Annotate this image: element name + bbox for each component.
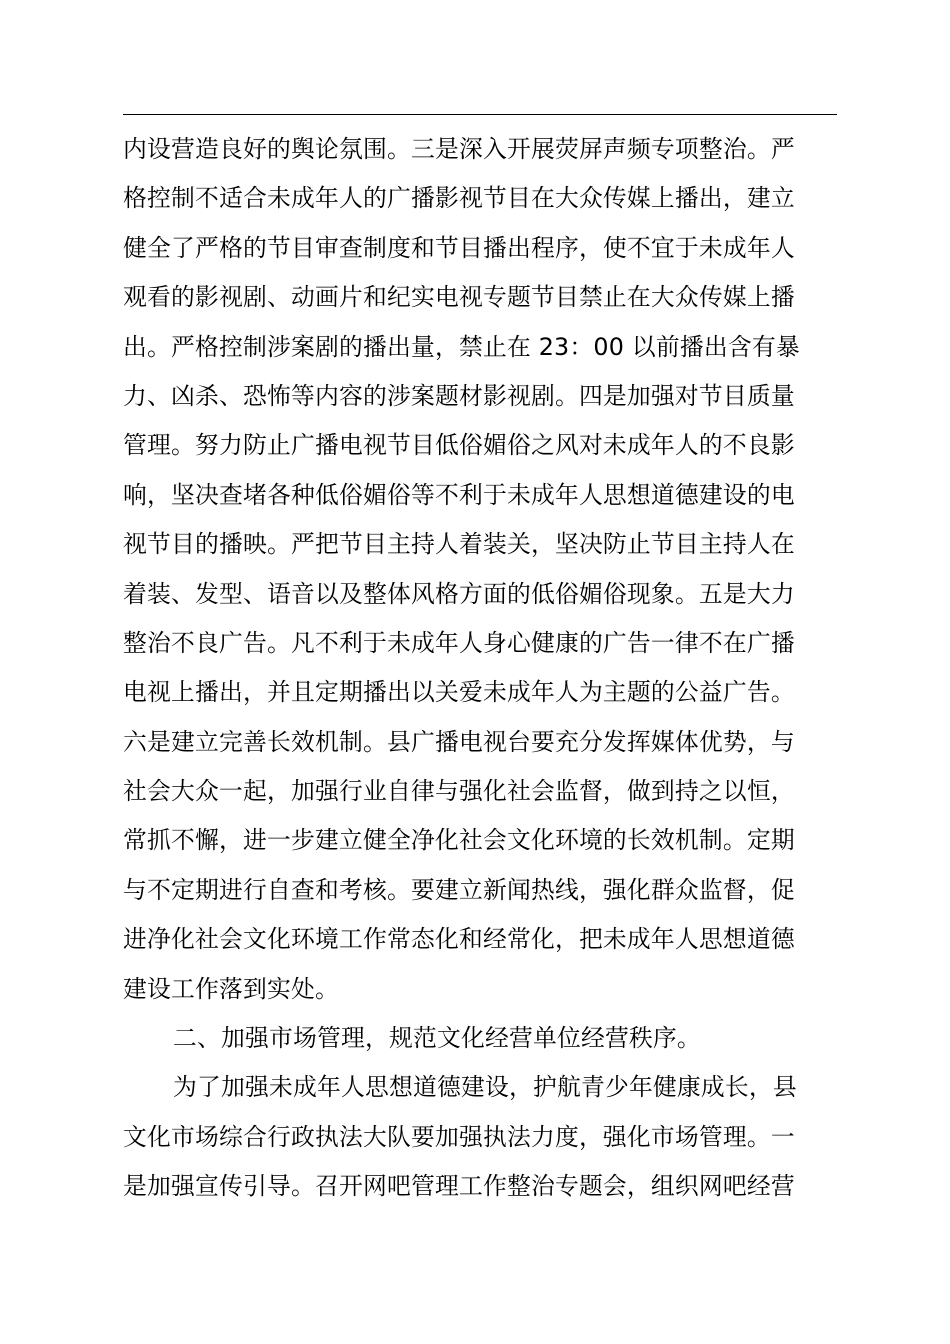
text-line: 文化市场综合行政执法大队要加强执法力度，强化市场管理。一 xyxy=(123,1122,795,1151)
text-line: 健全了严格的节目审查制度和节目播出程序，使不宜于未成年人 xyxy=(123,233,795,262)
text-line: 常抓不懈，进一步建立健全净化社会文化环境的长效机制。定期 xyxy=(123,826,795,855)
text-line: 是加强宣传引导。召开网吧管理工作整治专题会，组织网吧经营 xyxy=(123,1172,795,1201)
text-line: 整治不良广告。凡不利于未成年人身心健康的广告一律不在广播 xyxy=(123,628,795,657)
section-heading: 二、加强市场管理，规范文化经营单位经营秩序。 xyxy=(173,1024,701,1053)
text-line: 出。严格控制涉案剧的播出量，禁止在 23：00 以前播出含有暴 xyxy=(123,332,800,361)
text-line: 管理。努力防止广播电视节目低俗媚俗之风对未成年人的不良影 xyxy=(123,431,795,460)
text-line: 响，坚决查堵各种低俗媚俗等不利于未成年人思想道德建设的电 xyxy=(123,480,795,509)
text-line: 观看的影视剧、动画片和纪实电视专题节目禁止在大众传媒上播 xyxy=(123,283,795,312)
text-line: 电视上播出，并且定期播出以关爱未成年人为主题的公益广告。 xyxy=(123,678,795,707)
text-line: 六是建立完善长效机制。县广播电视台要充分发挥媒体优势，与 xyxy=(123,727,795,756)
document-body xyxy=(123,125,839,1212)
text-line: 与不定期进行自查和考核。要建立新闻热线，强化群众监督，促 xyxy=(123,875,795,904)
text-line: 进净化社会文化环境工作常态化和经常化，把未成年人思想道德 xyxy=(123,925,795,954)
paragraph-first-line: 为了加强未成年人思想道德建设，护航青少年健康成长，县 xyxy=(173,1073,797,1102)
text-line: 着装、发型、语音以及整体风格方面的低俗媚俗现象。五是大力 xyxy=(123,579,795,608)
text-line: 力、凶杀、恐怖等内容的涉案题材影视剧。四是加强对节目质量 xyxy=(123,381,795,410)
text-line: 视节目的播映。严把节目主持人着装关，坚决防止节目主持人在 xyxy=(123,530,795,559)
header-rule xyxy=(123,114,837,115)
text-line: 建设工作落到实处。 xyxy=(123,974,339,1003)
text-line: 社会大众一起，加强行业自律与强化社会监督，做到持之以恒， xyxy=(123,777,795,806)
text-line: 内设营造良好的舆论氛围。三是深入开展荧屏声频专项整治。严 xyxy=(123,135,795,163)
text-line: 格控制不适合未成年人的广播影视节目在大众传媒上播出，建立 xyxy=(123,184,795,213)
